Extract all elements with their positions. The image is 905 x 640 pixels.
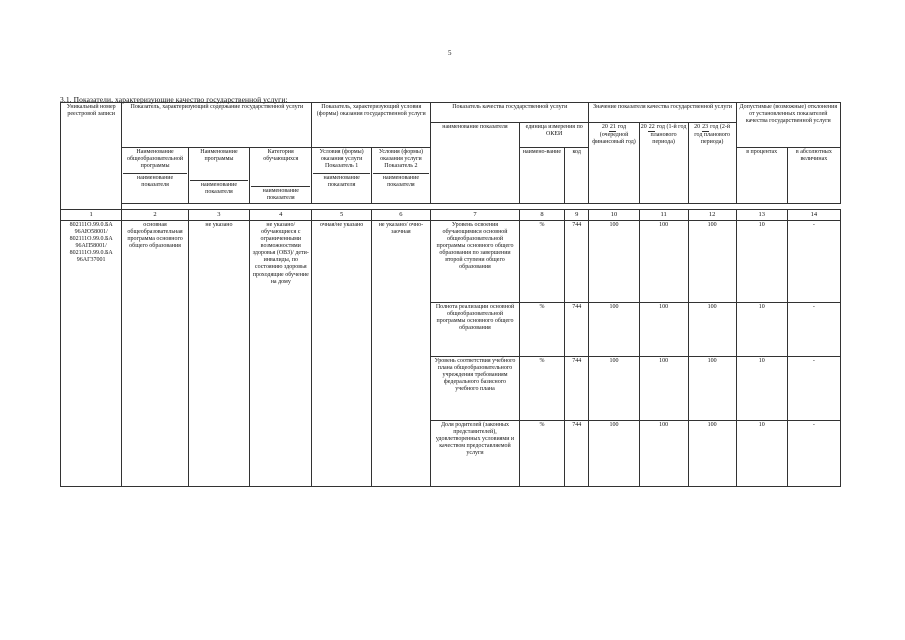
quality-indicators-table: [60, 102, 841, 487]
header-content-indicator: Показатель, характеризующий содержание государственной услуги: [122, 103, 312, 148]
column-number: 14: [787, 210, 840, 221]
column-number: 6: [371, 210, 430, 221]
table-row: [61, 220, 841, 302]
value-year-1-cell: 100: [589, 302, 639, 356]
program-cell: основная общеобразовательная программа основного общего образования: [122, 220, 188, 486]
indicator-name-cell: Уровень освоения обучающимися основной общеобразовательной программы основного общего образования по завершении второй ступени общего образования: [431, 220, 520, 302]
condition-1-cell: очная/не указано: [312, 220, 371, 486]
column-number: 7: [431, 210, 520, 221]
header-year-2: 20 22 год (1-й год планового периода): [639, 123, 688, 204]
value-year-3-cell: 100: [688, 220, 736, 302]
deviation-percent-cell: 10: [736, 356, 787, 420]
header-okei-code: код: [564, 148, 589, 204]
deviation-absolute-cell: -: [787, 356, 840, 420]
indicator-name-cell: Полнота реализации основной общеобразовательной программы основного общего образования: [431, 302, 520, 356]
category-cell: не указано/ обучающиеся с ограниченными возможностями здоровья (ОВЗ)/ дети-инвалиды, по состоянию здоровья проходящие обучение на дому: [250, 220, 312, 486]
header-okei-unit: единица измерения по ОКЕИ: [519, 123, 589, 148]
column-number: 4: [250, 210, 312, 221]
code-cell: 744: [564, 420, 589, 486]
value-year-2-cell: 100: [639, 356, 688, 420]
value-year-3-cell: 100: [688, 420, 736, 486]
value-year-1-cell: 100: [589, 356, 639, 420]
deviation-percent-cell: 10: [736, 220, 787, 302]
column-number: 8: [519, 210, 564, 221]
indicator-name-cell: Доля родителей (законных представителей), удовлетворенных условиями и качеством предоставляемой услуги: [431, 420, 520, 486]
header-year-3: 20 23 год (2-й год планового периода): [688, 123, 736, 204]
unit-cell: %: [519, 356, 564, 420]
header-row-1: [61, 103, 841, 123]
header-year-1: 20 21 год (очередной финансовый год): [589, 123, 639, 204]
code-cell: 744: [564, 220, 589, 302]
header-col-4: Категория обучающихся наименование показателя: [250, 148, 312, 204]
deviation-absolute-cell: -: [787, 420, 840, 486]
program-name-cell: не указано: [188, 220, 249, 486]
column-number: 12: [688, 210, 736, 221]
column-number: 3: [188, 210, 249, 221]
deviation-percent-cell: 10: [736, 420, 787, 486]
indicator-name-cell: Уровень соответствия учебного плана общеобразовательного учреждения требованиям федерального базисного учебного плана: [431, 356, 520, 420]
code-cell: 744: [564, 356, 589, 420]
header-deviation: Допустимые (возможные) отклонения от установленных показателей качества государственной услуги: [736, 103, 840, 148]
value-year-3-cell: 100: [688, 356, 736, 420]
column-number: 13: [736, 210, 787, 221]
value-year-2-cell: 100: [639, 302, 688, 356]
column-numbers-row: [61, 210, 841, 221]
header-unique-number: Уникальный номер реестровой записи: [61, 103, 122, 210]
column-number: 11: [639, 210, 688, 221]
column-number: 5: [312, 210, 371, 221]
column-number: 10: [589, 210, 639, 221]
registry-number-cell: 802111О.99.0.БА 96АЮ58001/ 802111О.99.0.БА 96АП58001/ 802111О.99.0.БА 96АГ37001: [61, 220, 122, 486]
value-year-1-cell: 100: [589, 220, 639, 302]
header-percent: в процентах: [736, 148, 787, 204]
value-year-2-cell: 100: [639, 220, 688, 302]
value-year-1-cell: 100: [589, 420, 639, 486]
header-quality-indicator: Показатель качества государственной услуги: [431, 103, 589, 123]
column-number: 1: [61, 210, 122, 221]
deviation-percent-cell: 10: [736, 302, 787, 356]
value-year-3-cell: 100: [688, 302, 736, 356]
header-conditions-indicator: Показатель, характеризующий условия (формы) оказания государственной услуги: [312, 103, 431, 148]
header-quality-value: Значение показателя качества государственной услуги: [589, 103, 736, 123]
header-col-2: Наименование общеобразовательной программы наименование показателя: [122, 148, 188, 204]
section-title: 3.1. Показатели, характеризующие качество государственной услуги:: [60, 95, 288, 104]
header-okei-name: наимено-вание: [519, 148, 564, 204]
code-cell: 744: [564, 302, 589, 356]
header-col-6: Условия (формы) оказания услуги Показатель 2 наименование показателя: [371, 148, 430, 204]
header-indicator-name: наименование показателя: [431, 123, 520, 204]
header-absolute: в абсолютных величинах: [787, 148, 840, 204]
unit-cell: %: [519, 420, 564, 486]
column-number: 2: [122, 210, 188, 221]
unit-cell: %: [519, 220, 564, 302]
condition-2-cell: не указано/ очно-заочная: [371, 220, 430, 486]
column-number: 9: [564, 210, 589, 221]
deviation-absolute-cell: -: [787, 302, 840, 356]
page-number: 5: [448, 49, 452, 57]
header-col-3: Наименование программы наименование показателя: [188, 148, 249, 204]
deviation-absolute-cell: -: [787, 220, 840, 302]
unit-cell: %: [519, 302, 564, 356]
value-year-2-cell: 100: [639, 420, 688, 486]
header-col-5: Условия (формы) оказания услуги Показатель 1 наименование показателя: [312, 148, 371, 204]
